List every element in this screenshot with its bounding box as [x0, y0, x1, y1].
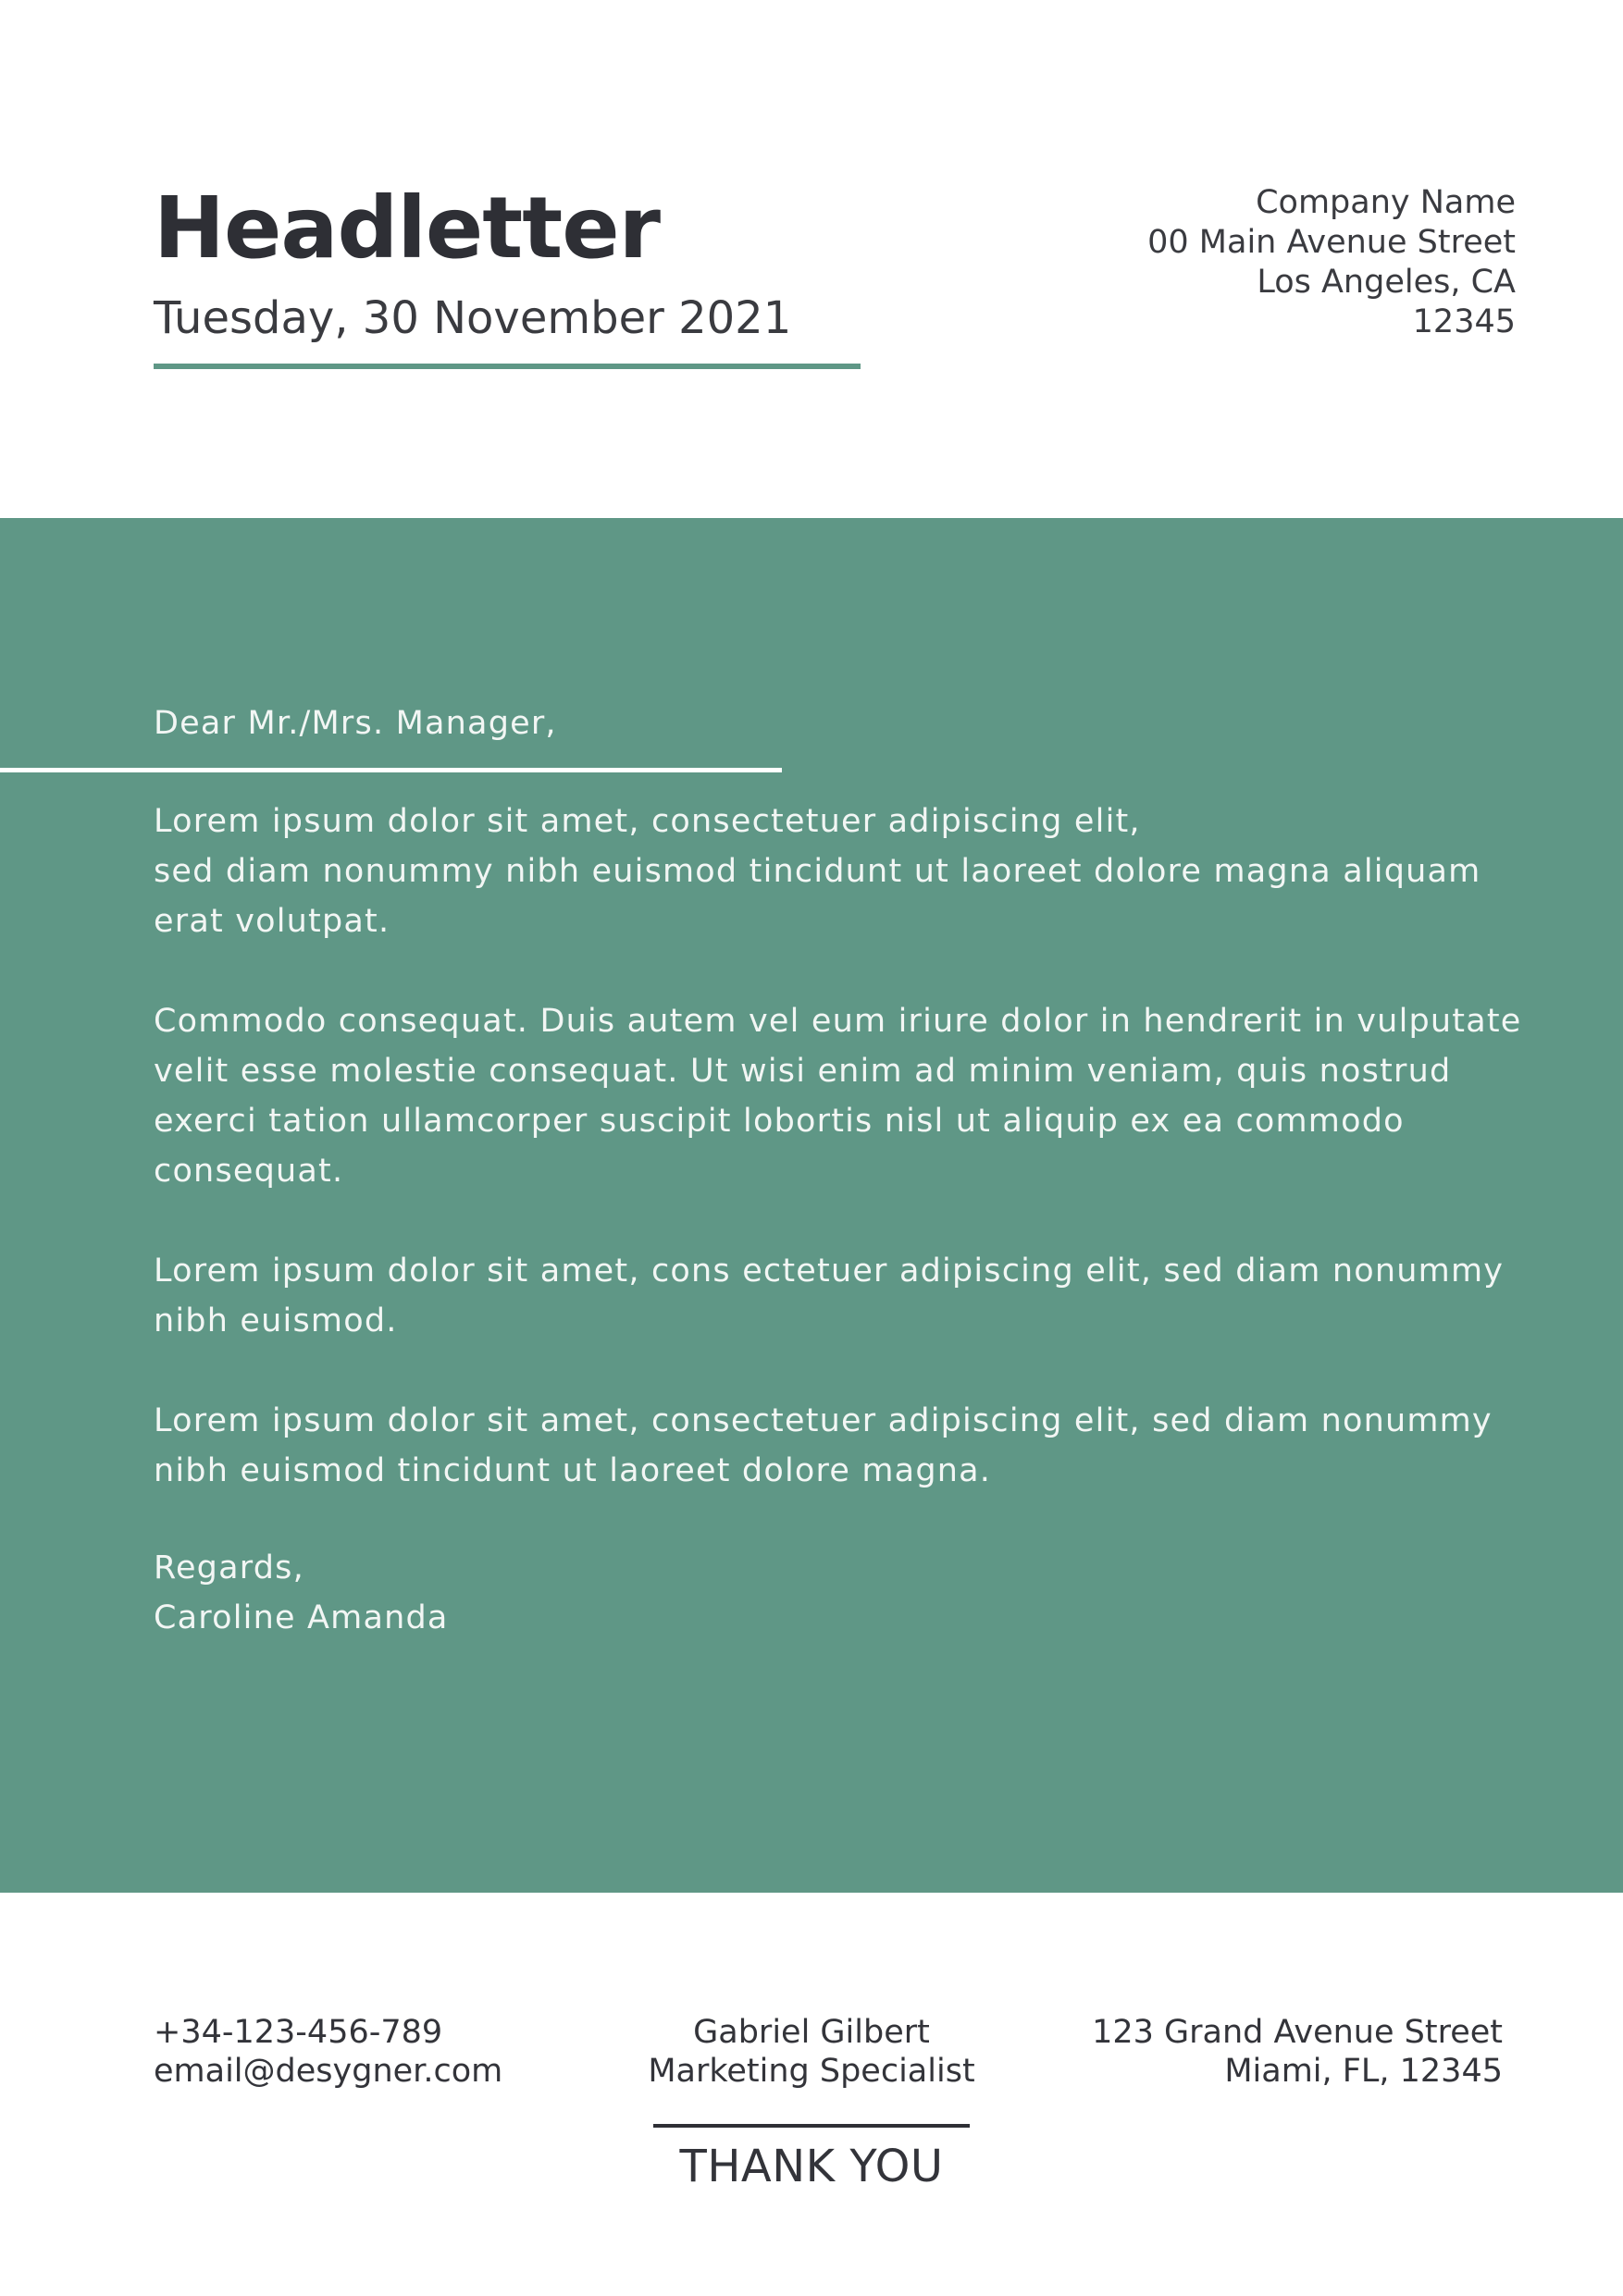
footer-address-street: 123 Grand Avenue Street	[1092, 2014, 1503, 2051]
paragraph-line: nibh euismod tincidunt ut laoreet dolore magna.	[154, 1452, 992, 1489]
paragraph-line: erat volutpat.	[154, 903, 390, 940]
letter-date: Tuesday, 30 November 2021	[154, 292, 792, 344]
footer-divider	[653, 2124, 970, 2128]
letter-paragraph	[154, 1246, 1597, 1346]
letter-paragraph	[154, 796, 1597, 946]
letter-paragraph	[154, 996, 1597, 1196]
header-divider	[154, 364, 861, 369]
paragraph-line: nibh euismod.	[154, 1302, 398, 1339]
thank-you-text: THANK YOU	[679, 2141, 944, 2192]
paragraph-line: consequat.	[154, 1153, 344, 1190]
footer-phone: +34-123-456-789	[154, 2014, 443, 2051]
greeting-divider	[0, 768, 782, 772]
letter-closing: Regards,	[154, 1549, 304, 1586]
letter-paragraphs	[154, 796, 1597, 1546]
footer-address	[1092, 2013, 1503, 2091]
paragraph-line: exerci tation ullamcorper suscipit lobortis nisl ut aliquip ex ea commodo	[154, 1103, 1405, 1140]
company-city: Los Angeles, CA	[1257, 264, 1516, 301]
paragraph-line: Lorem ipsum dolor sit amet, consectetuer adipiscing elit, sed diam nonummy	[154, 1402, 1493, 1439]
paragraph-line: Commodo consequat. Duis autem vel eum iriure dolor in hendrerit in vulputate	[154, 1003, 1522, 1040]
letter-greeting: Dear Mr./Mrs. Manager,	[154, 705, 557, 742]
footer-email: email@desygner.com	[154, 2053, 503, 2090]
letter-closing-block	[154, 1543, 449, 1643]
footer-contact	[154, 2013, 502, 2091]
paragraph-line: Lorem ipsum dolor sit amet, cons ectetuer adipiscing elit, sed diam nonummy	[154, 1253, 1505, 1290]
document-title: Headletter	[154, 179, 660, 278]
footer-address-city: Miami, FL, 12345	[1224, 2053, 1503, 2090]
company-street: 00 Main Avenue Street	[1147, 224, 1516, 261]
paragraph-line: Lorem ipsum dolor sit amet, consectetuer adipiscing elit,	[154, 803, 1141, 840]
letter-signature: Caroline Amanda	[154, 1599, 449, 1636]
letter-paragraph	[154, 1396, 1597, 1496]
paragraph-line: sed diam nonummy nibh euismod tincidunt ut laoreet dolore magna aliquam	[154, 853, 1481, 890]
company-name: Company Name	[1256, 184, 1516, 221]
company-address-block	[1147, 183, 1516, 342]
footer-person	[626, 2013, 997, 2091]
company-zip: 12345	[1412, 303, 1516, 340]
paragraph-line: velit esse molestie consequat. Ut wisi enim ad minim veniam, quis nostrud	[154, 1053, 1452, 1090]
footer-contact-title: Marketing Specialist	[648, 2053, 975, 2090]
footer-contact-name: Gabriel Gilbert	[693, 2014, 930, 2051]
